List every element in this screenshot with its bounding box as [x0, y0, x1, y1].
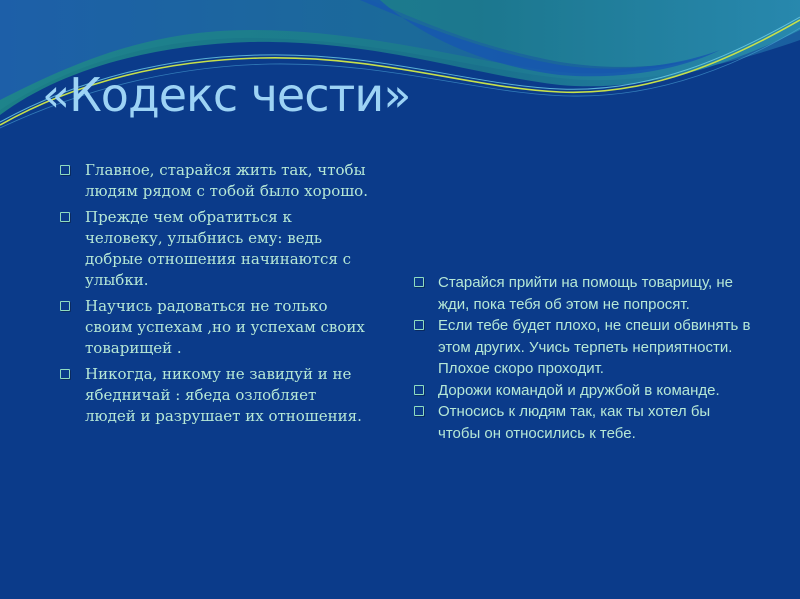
hollow-square-bullet-icon: [414, 320, 424, 330]
right-bullet-list: [414, 272, 754, 444]
list-item: [414, 380, 754, 402]
list-item: [60, 207, 370, 291]
list-item-text: Главное, старайся жить так, чтобы людям рядом с тобой было хорошо.: [85, 161, 368, 200]
list-item: [414, 401, 754, 444]
list-item: [414, 272, 754, 315]
list-item: [60, 296, 370, 359]
hollow-square-bullet-icon: [60, 212, 70, 222]
hollow-square-bullet-icon: [60, 369, 70, 379]
list-item-text: Если тебе будет плохо, не спеши обвинять в этом других. Учись терпеть неприятности. Плохое скоро проходит.: [438, 317, 751, 377]
list-item-text: Старайся прийти на помощь товарищу, не жди, пока тебя об этом не попросят.: [438, 274, 733, 313]
list-item-text: Никогда, никому не завидуй и не ябедничай : ябеда озлобляет людей и разрушает их отношения.: [85, 365, 362, 425]
hollow-square-bullet-icon: [414, 277, 424, 287]
list-item-text: Дорожи командой и дружбой в команде.: [438, 381, 720, 399]
list-item-text: Относись к людям так, как ты хотел бы чтобы он относились к тебе.: [438, 403, 711, 442]
hollow-square-bullet-icon: [414, 406, 424, 416]
list-item: [60, 364, 370, 427]
list-item-text: Прежде чем обратиться к человеку, улыбнись ему: ведь добрые отношения начинаются с улыбки.: [85, 208, 352, 289]
list-item: [414, 315, 754, 380]
hollow-square-bullet-icon: [60, 301, 70, 311]
list-item: [60, 160, 370, 202]
hollow-square-bullet-icon: [60, 165, 70, 175]
list-item-text: Научись радоваться не только своим успехам ,но и успехам своих товарищей .: [85, 297, 365, 357]
slide-title: «Кодекс чести»: [42, 68, 411, 122]
left-bullet-list: [60, 160, 370, 432]
hollow-square-bullet-icon: [414, 385, 424, 395]
